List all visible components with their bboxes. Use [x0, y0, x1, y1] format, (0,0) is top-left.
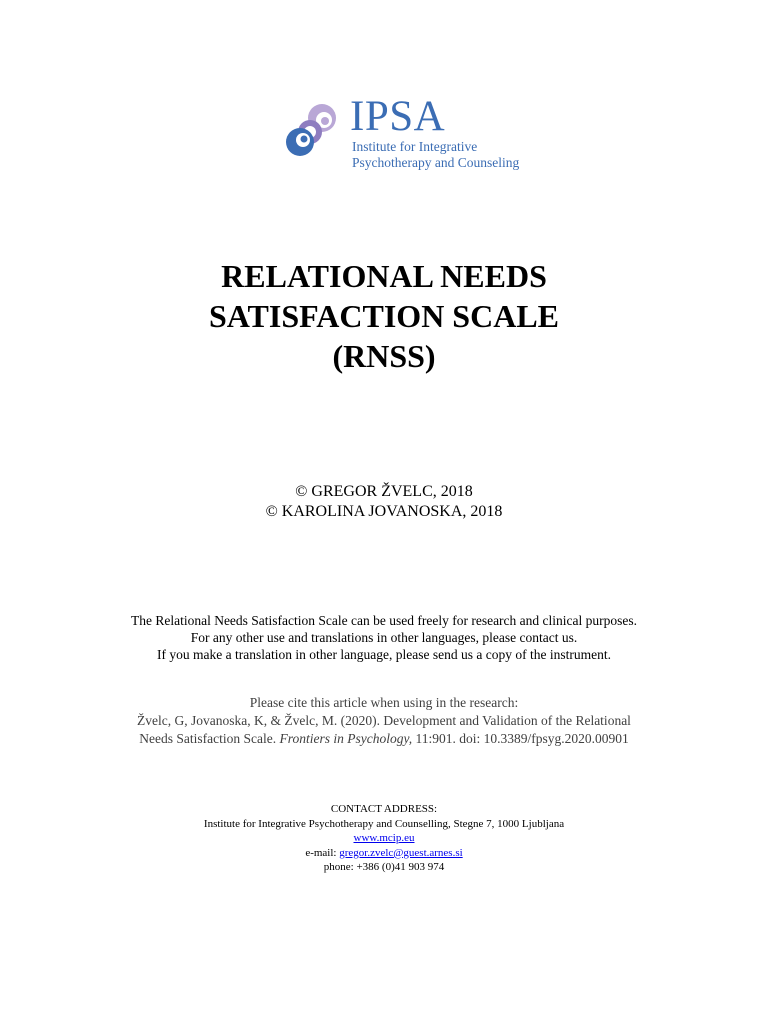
- citation-line2: [0, 730, 768, 748]
- citation-line2-prefix: Needs Satisfaction Scale.: [139, 731, 280, 746]
- document-title: [0, 256, 768, 376]
- usage-line3: If you make a translation in other language, please send us a copy of the instrument.: [157, 647, 611, 662]
- website-link[interactable]: www.mcip.eu: [353, 832, 415, 844]
- email-label: e-mail:: [305, 846, 340, 859]
- contact-heading: CONTACT ADDRESS:: [330, 803, 438, 815]
- citation-block: [0, 694, 768, 748]
- title-line1: RELATIONAL NEEDS: [221, 258, 547, 294]
- citation-line2-suffix: 11:901. doi: 10.3389/fpsyg.2020.00901: [412, 731, 629, 746]
- logo-name: IPSA: [350, 93, 446, 140]
- ipsa-logo: [284, 93, 520, 176]
- usage-notice: [0, 612, 768, 663]
- usage-line2: For any other use and translations in other languages, please contact us.: [190, 630, 578, 645]
- title-line3: (RNSS): [332, 338, 436, 374]
- contact-email-row: [0, 846, 768, 861]
- copyright-line2: © KAROLINA JOVANOSKA, 2018: [265, 503, 503, 520]
- contact-phone: phone: +386 (0)41 903 974: [323, 861, 445, 873]
- citation-line1: Žvelc, G, Jovanoska, K, & Žvelc, M. (2020). Development and Validation of the Relational: [137, 713, 631, 728]
- contact-address: Institute for Integrative Psychotherapy and Counselling, Stegne 7, 1000 Ljubljana: [203, 817, 565, 830]
- email-link[interactable]: gregor.zvelc@guest.arnes.si: [339, 846, 463, 859]
- contact-block: [0, 802, 768, 875]
- title-line2: SATISFACTION SCALE: [208, 298, 559, 334]
- citation-journal: Frontiers in Psychology,: [279, 731, 413, 746]
- logo-subtitle-line1: Institute for Integrative: [352, 139, 478, 154]
- copyright-line1: © GREGOR ŽVELC, 2018: [295, 483, 473, 500]
- copyright-block: [0, 482, 768, 522]
- spiral-logo-icon: [284, 98, 350, 160]
- citation-intro: Please cite this article when using in the research:: [249, 695, 519, 710]
- usage-line1: The Relational Needs Satisfaction Scale can be used freely for research and clinical purposes.: [130, 613, 638, 628]
- logo-subtitle-line2: Psychotherapy and Counseling: [352, 155, 520, 170]
